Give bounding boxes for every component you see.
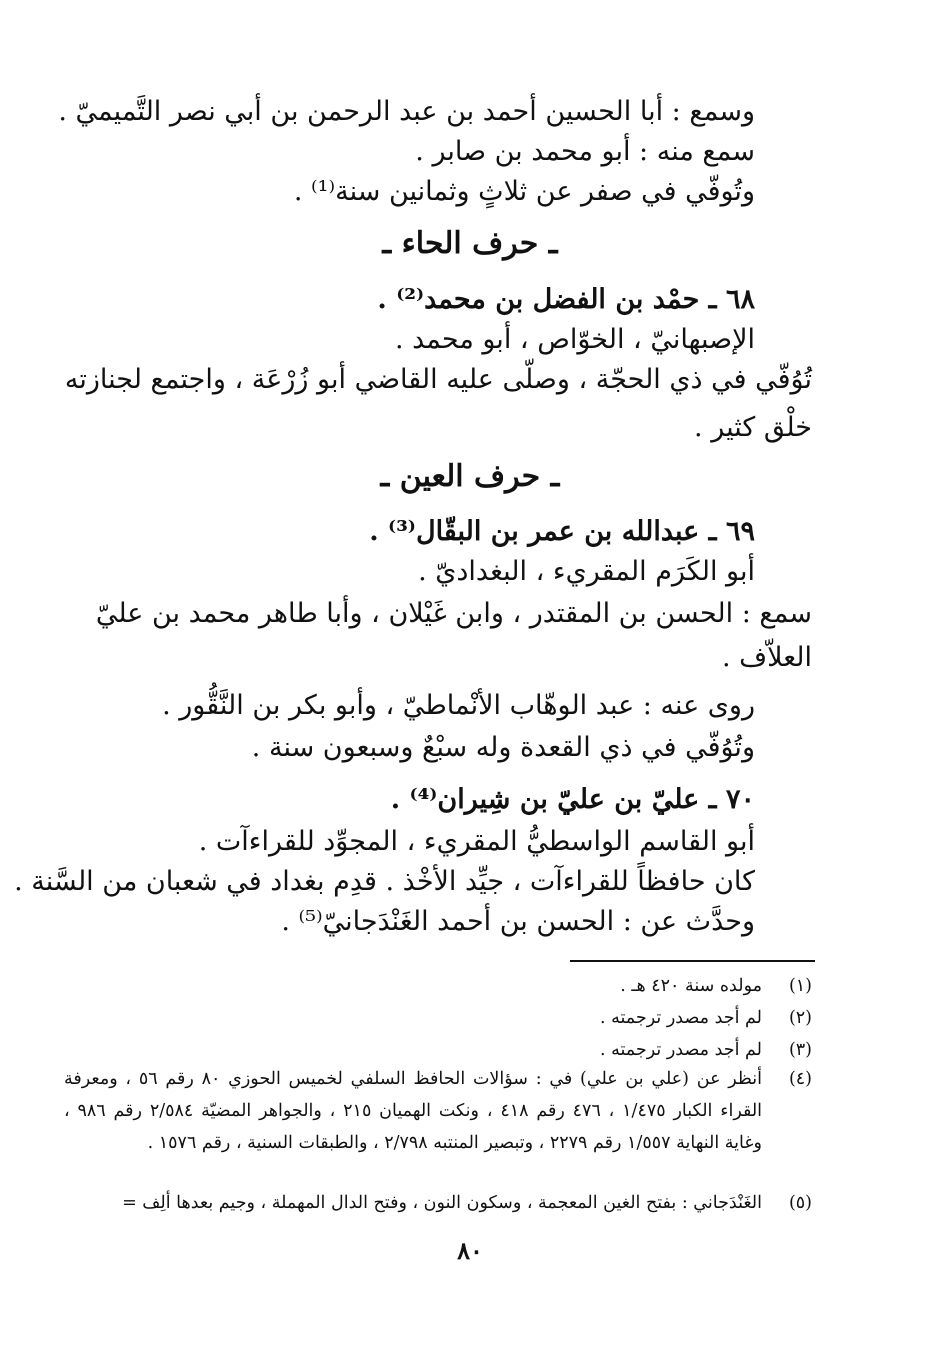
- footnote-text: مولده سنة ٤٢٠ هـ .: [620, 976, 762, 996]
- text-line: كان حافظاً للقراءآت ، جيِّد الأخْذ . قدِم بغداد في شعبان من السَّنة .: [14, 866, 755, 897]
- entry-heading: ٦٩ ـ عبدالله بن عمر بن البقّال⁽³⁾ .: [369, 516, 755, 547]
- text-line: وسمع : أبا الحسين أحمد بن عبد الرحمن بن أبي نصر التَّميميّ .: [58, 96, 755, 127]
- section-heading: ـ حرف العين ـ: [380, 459, 560, 494]
- footnote-text: لم أجد مصدر ترجمته .: [600, 1040, 762, 1060]
- text-line: تُوُفّي في ذي الحجّة ، وصلّى عليه القاضي أبو زُرْعَة ، واجتمع لجنازته: [64, 364, 812, 395]
- footnote-text: الغَنْدَجاني : بفتح الغين المعجمة ، وسكون النون ، وفتح الدال المهملة ، وجيم بعدها ألِف =: [122, 1193, 762, 1213]
- footnote-number: (١): [788, 976, 812, 996]
- entry-heading: ٦٨ ـ حمْد بن الفضل بن محمد⁽²⁾ .: [377, 284, 755, 315]
- text-line: سمع منه : أبو محمد بن صابر .: [415, 136, 755, 167]
- text-line: وحدَّث عن : الحسن بن أحمد الغَنْدَجانيّ⁽⁵⁾ .: [281, 906, 755, 937]
- text-line: العلاّف .: [721, 642, 812, 673]
- text-line: وتُوُفّي في ذي القعدة وله سبْعٌ وسبعون سنة .: [251, 732, 755, 763]
- text-line: الإصبهانيّ ، الخوّاص ، أبو محمد .: [394, 324, 755, 355]
- text-line: سمع : الحسن بن المقتدر ، وابن غَيْلان ، وأبا طاهر محمد بن عليّ: [95, 598, 812, 629]
- text-line: وتُوفّي في صفر عن ثلاثٍ وثمانين سنة⁽¹⁾ .: [293, 176, 755, 207]
- footnote-number: (٣): [788, 1040, 812, 1060]
- text-line: روى عنه : عبد الوهّاب الأنْماطيّ ، وأبو بكر بن النَّقُّور .: [162, 690, 755, 721]
- footnote-number: (٥): [788, 1193, 812, 1213]
- text-line: أبو القاسم الواسطيُّ المقريء ، المجوِّد للقراءآت .: [198, 826, 755, 857]
- page-number: ٨٠: [457, 1236, 483, 1265]
- text-line: أبو الكَرَم المقريء ، البغداديّ .: [418, 556, 755, 587]
- footnote-text: لم أجد مصدر ترجمته .: [600, 1008, 762, 1028]
- footnote-number: (٢): [788, 1008, 812, 1028]
- footnote-number: (٤): [788, 1069, 812, 1089]
- entry-heading: ٧٠ ـ عليّ بن عليّ بن شِيران⁽⁴⁾ .: [390, 784, 755, 815]
- section-heading: ـ حرف الحاء ـ: [382, 226, 558, 261]
- text-line: خلْق كثير .: [694, 412, 812, 443]
- footnote-text: أنظر عن (علي بن علي) في : سؤالات الحافظ السلفي لخميس الحوزي ٨٠ رقم ٥٦ ، ومعرفة القراء الكبار ١/٤٧٥ ، ٤٧٦ رقم ٤١٨ ، ونكت الهميان ٢١٥ ، والجواهر المضيّة ٢/٥٨٤ رقم ٩٨٦ ، وغاية النهاية ١/٥٥٧ رقم ٢٢٧٩ ، وتبصير المنتبه ٢/٧٩٨ ، والطبقات السنية ، رقم ١٥٧٦ .: [64, 1069, 763, 1153]
- footnote-divider: [570, 960, 815, 962]
